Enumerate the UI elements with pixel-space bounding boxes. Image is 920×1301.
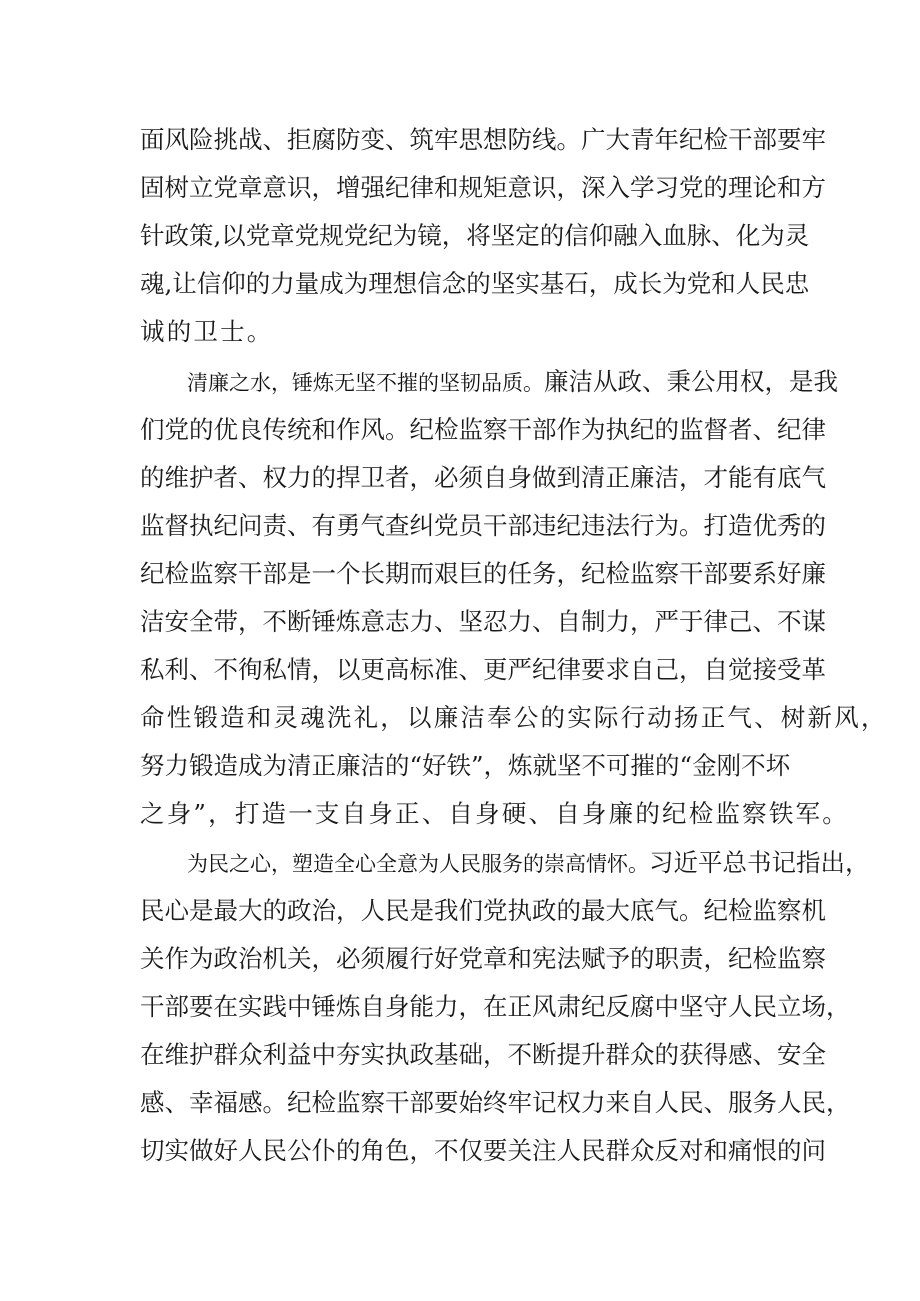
paragraph-2-first-line-rest: 廉洁从政、秉公用权，是我 [544,367,838,396]
paragraph-1-line-2: 固树立党章意识，增强纪律和规矩意识，深入学习党的理论和方 [140,173,826,202]
paragraph-1-line-4: 魂,让信仰的力量成为理想信念的坚实基石，成长为党和人民忠 [140,269,810,298]
paragraph-2-lead: 清廉之水，锤炼无坚不摧的坚韧品质。 [187,371,544,395]
paragraph-2-line-4: 监督执纪问责、有勇气查纠党员干部违纪违法行为。打造优秀的 [140,511,826,540]
paragraph-3-line-2: 民心是最大的政治，人民是我们党执政的最大底气。纪检监察机 [140,896,826,925]
paragraph-2-line-10: 之身”，打造一支自身正、自身硬、自身廉的纪检监察铁军。 [140,799,849,828]
paragraph-2-line-5: 纪检监察干部是一个长期而艰巨的任务，纪检监察干部要系好廉 [140,559,826,588]
paragraph-3-line-7: 切实做好人民公仆的角色，不仅要关注人民群众反对和痛恨的问 [140,1136,826,1165]
paragraph-2-line-7: 私利、不徇私情，以更高标准、更严纪律要求自己，自觉接受革 [140,655,826,684]
paragraph-3-lead: 为民之心，塑造全心全意为人民服务的崇高情怀。 [187,852,649,876]
paragraph-1-line-3: 针政策,以党章党规党纪为镜，将坚定的信仰融入血脉、化为灵 [140,221,810,250]
paragraph-2-line-8: 命性锻造和灵魂洗礼，以廉洁奉公的实际行动扬正气、树新风， [140,703,888,732]
paragraph-2-line-1 [187,362,838,402]
paragraph-2-line-2: 们党的优良传统和作风。纪检监察干部作为执纪的监督者、纪律 [140,415,826,444]
paragraph-1-line-5: 诚的卫士。 [140,317,274,346]
paragraph-2-line-9: 努力锻造成为清正廉洁的“好铁”，炼就坚不可摧的“金刚不坏 [140,751,791,780]
paragraph-3-first-line-rest: 习近平总书记指出， [649,848,870,877]
paragraph-3-line-5: 在维护群众利益中夯实执政基础，不断提升群众的获得感、安全 [140,1040,826,1069]
paragraph-1-line-1: 面风险挑战、拒腐防变、筑牢思想防线。广大青年纪检干部要牢 [140,125,826,154]
paragraph-3-line-1 [187,843,870,883]
paragraph-2-line-6: 洁安全带，不断锤炼意志力、坚忍力、自制力，严于律己、不谋 [140,607,826,636]
paragraph-3-line-4: 干部要在实践中锤炼自身能力，在正风肃纪反腐中坚守人民立场， [140,992,851,1021]
paragraph-3-line-3: 关作为政治机关，必须履行好党章和宪法赋予的职责，纪检监察 [140,944,826,973]
paragraph-2-line-3: 的维护者、权力的捍卫者，必须自身做到清正廉洁，才能有底气 [140,463,826,492]
paragraph-3-line-6: 感、幸福感。纪检监察干部要始终牢记权力来自人民、服务人民， [140,1088,851,1117]
